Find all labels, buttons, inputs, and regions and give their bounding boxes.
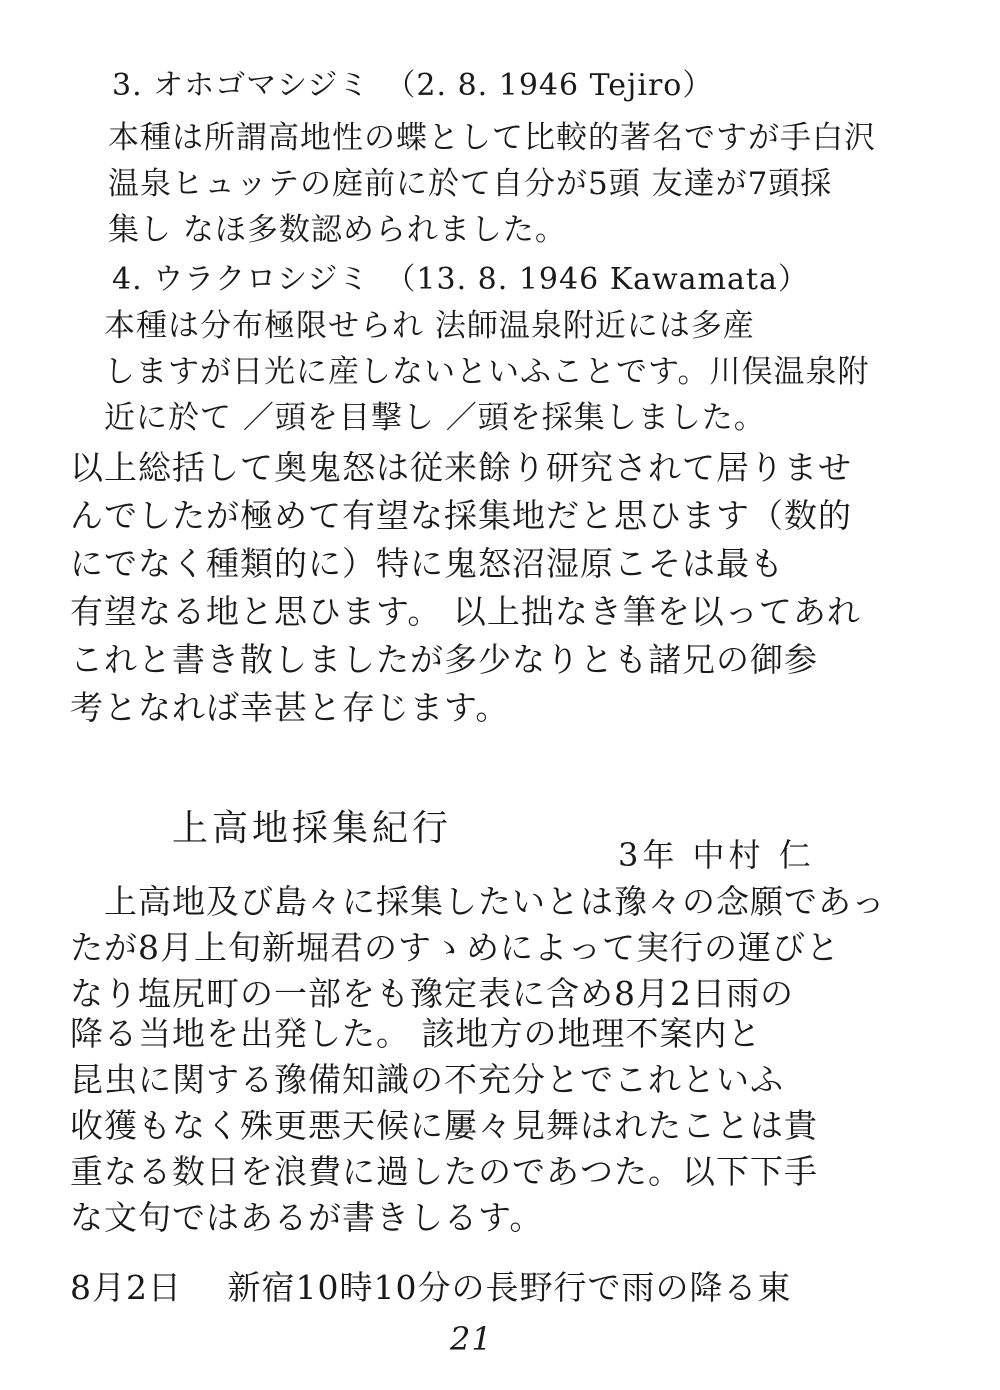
summary-line-2: んでしたが極めて有望な採集地だと思ひます（数的 (70, 496, 852, 535)
section-3-heading: 3. オホゴマシジミ （2. 8. 1946 Tejiro） (112, 68, 714, 103)
section-4-line-3: 近に於て ／頭を目撃し ／頭を採集しました。 (104, 400, 766, 436)
article-line-3: なり塩尻町の一部をも豫定表に含め8月2日雨の (70, 974, 794, 1013)
summary-line-5: これと書き散しましたが多少なりとも諸兄の御参 (70, 640, 818, 679)
summary-line-1: 以上総括して奥鬼怒は従来餘り研究されて居りませ (70, 448, 852, 487)
section-4-line-1: 本種は分布極限せられ 法師温泉附近には多産 (104, 308, 755, 344)
article-author: 3年 中村 仁 (618, 836, 815, 874)
section-3-line-1: 本種は所謂高地性の蝶として比較的著名ですが手白沢 (108, 120, 876, 156)
article-line-1: 上高地及び島々に採集したいとは豫々の念願であっ (104, 882, 886, 921)
article-line-2: たが8月上旬新堀君のすゝめによって実行の運びと (70, 928, 840, 967)
summary-line-4: 有望なる地と思ひます。 以上拙なき筆を以ってあれ (70, 592, 861, 631)
article-title: 上高地採集紀行 (172, 808, 453, 849)
summary-line-6: 考となれば幸甚と存じます。 (70, 688, 510, 727)
article-line-5: 昆虫に関する豫備知識の不充分とでこれといふ (70, 1060, 784, 1099)
section-4-line-2: しますが日光に産しないといふことです。川俣温泉附 (104, 354, 870, 390)
summary-line-3: にでなく種類的に）特に鬼怒沼湿原こそは最も (70, 544, 784, 583)
article-line-4: 降る当地を出発した。 該地方の地理不案内と (70, 1014, 762, 1053)
article-line-7: 重なる数日を浪費に過したのであつた。以下下手 (70, 1152, 818, 1191)
diary-line: 8月2日 新宿10時10分の長野行で雨の降る東 (70, 1268, 792, 1307)
section-3-line-3: 集し なほ多数認められました。 (108, 212, 567, 248)
article-line-8: な文句ではあるが書きしるす。 (70, 1198, 544, 1237)
article-line-6: 收獲もなく殊更悪天候に屢々見舞はれたことは貴 (70, 1106, 818, 1145)
page-number: 21 (450, 1320, 493, 1358)
section-3-line-2: 温泉ヒュッテの庭前に於て自分が5頭 友達が7頭採 (108, 166, 833, 202)
section-4-heading: 4. ウラクロシジミ （13. 8. 1946 Kawamata） (112, 262, 809, 297)
